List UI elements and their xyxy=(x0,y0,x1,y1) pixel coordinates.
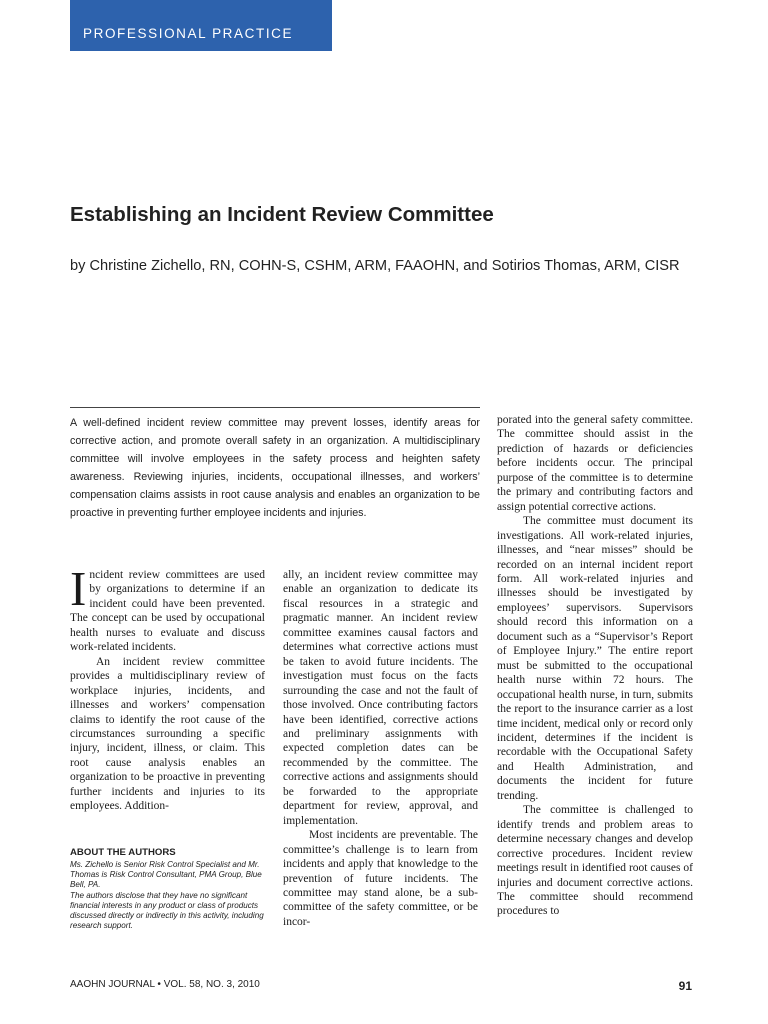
article-title: Establishing an Incident Review Committee xyxy=(70,203,494,226)
paragraph-text: ncident review committees are used by organizations to determine if an incident could have been prevented. The concept can be used by occupational health nurses to evaluate and discuss work-related incidents. xyxy=(70,569,265,654)
body-paragraph: Most incidents are preventable. The committee’s challenge is to learn from incidents and apply that knowledge to the prevention of future incidents. The committee may stand alone, be a sub-committee of the safety committee, or be incor- xyxy=(283,829,478,928)
body-paragraph: The committee is challenged to identify trends and problem areas to determine necessary changes and develop corrective procedures. Incident review meetings result in identified root causes of injuries and document corrective actions. The committee should recommend procedures to xyxy=(497,804,693,918)
body-paragraph: ally, an incident review committee may enable an organization to dedicate its fiscal resources in a strategic and pragmatic manner. An incident review committee examines causal factors and determines what corrective actions must be taken to avoid future incidents. The investigation must focus on the facts surrounding the case and not the fault of those involved. Once contributing factors have been identified, corrective actions and preliminary assignments with expected completion dates can be recommended by the committee. The corrective actions and assignments should be forwarded to the appropriate department for review, approval, and implementation. xyxy=(283,569,478,827)
section-banner xyxy=(70,0,332,51)
section-banner-label: PROFESSIONAL PRACTICE xyxy=(83,26,294,41)
author-affiliation: Ms. Zichello is Senior Risk Control Specialist and Mr. Thomas is Risk Control Consultant, PMA Group, Blue Bell, PA. xyxy=(70,860,262,890)
drop-cap: I xyxy=(70,561,87,616)
body-paragraph xyxy=(70,561,265,655)
body-paragraph: porated into the general safety committee. The committee should assist in the prediction of hazards or deficiencies before incidents occur. The principal purpose of the committee is to determine the primary and contributing factors and assign potential corrective actions. xyxy=(497,414,693,513)
page-number: 91 xyxy=(678,979,692,993)
author-disclosure: The authors disclose that they have no significant financial interests in any product or class of products discussed directly or indirectly in this activity, including research support. xyxy=(70,890,264,931)
about-the-authors xyxy=(70,846,268,931)
author-byline: by Christine Zichello, RN, COHN-S, CSHM, ARM, FAAOHN, and Sotirios Thomas, ARM, CISR xyxy=(70,258,680,274)
journal-citation: AAOHN JOURNAL • VOL. 58, NO. 3, 2010 xyxy=(70,979,260,990)
abstract: A well-defined incident review committee may prevent losses, identify areas for corrective action, and promote overall safety in an organization. A multidisciplinary committee will involve employees in the safety process and heighten safety awareness. Reviewing injuries, incidents, occupational illnesses, and workers’ compensation claims assists in root cause analysis and enables an organization to be proactive in preventing further employee incidents and injuries. xyxy=(70,407,480,522)
about-heading: ABOUT THE AUTHORS xyxy=(70,847,176,858)
body-paragraph: The committee must document its investigations. All work-related injuries, illnesses, and “near misses” should be recorded on an internal incident report form. All work-related injuries and illnesses should be investigated by employees’ supervisors. Supervisors should record this information on a document such as a “Supervisor’s Report of Employee Injury.” The entire report must be submitted to the occupational health nurse within 72 hours. The occupational health nurse, in turn, submits the report to the insurance carrier as a lost time incident, medical only or record only incident, determines if the incident is recordable with the Occupational Safety and Health Administration, and documents the incident for future trending. xyxy=(497,515,693,802)
body-column-1 xyxy=(70,561,265,814)
body-paragraph: An incident review committee provides a multidisciplinary review of workplace injuries, incidents, and illnesses and workers’ compensation claims to identify the root cause of the circumstances surrounding a specific injury, incident, illness, or claim. This root cause analysis enables an organization to be proactive in preventing further incidents and injuries to its employees. Addition- xyxy=(70,655,265,813)
body-column-3 xyxy=(497,413,693,919)
body-column-2 xyxy=(283,568,478,929)
